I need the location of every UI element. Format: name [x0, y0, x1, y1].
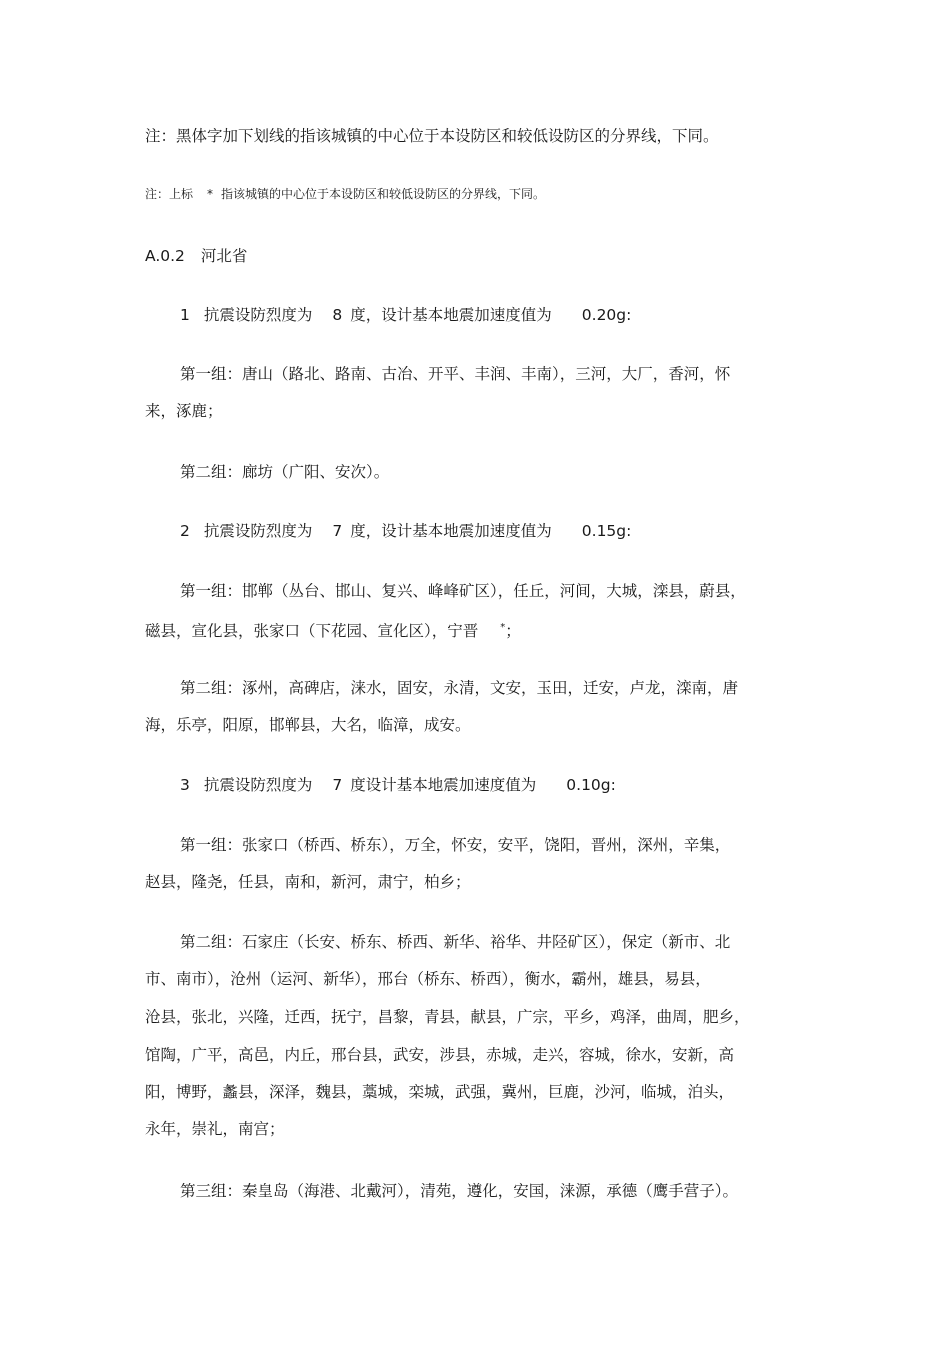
- item-label: 抗震设防烈度为: [203, 522, 313, 540]
- item3-group1-line1: 第一组：张家口（桥西、桥东），万全，怀安，安平，饶阳，晋州，深州，辛集，: [180, 836, 731, 854]
- note-rest: 指该城镇的中心位于本设防区和较低设防区的分界线，下同。: [221, 187, 546, 201]
- item2-group2-line1: 第二组：涿州，高碑店，涞水，固安，永清，文安，玉田，迁安，卢龙，滦南，唐: [180, 679, 739, 697]
- item3-group3-line1: 第三组：秦皇岛（海港、北戴河），清苑，遵化，安国，涞源，承德（鹰手营子）。: [180, 1182, 739, 1200]
- item3-heading: [180, 775, 616, 795]
- note-star-mark: *: [207, 187, 214, 201]
- section-heading: [145, 246, 247, 266]
- section-title: 河北省: [200, 247, 248, 265]
- item-label: 抗震设防烈度为: [203, 776, 313, 794]
- note-heavy-underline: 注：黑体字加下划线的指该城镇的中心位于本设防区和较低设防区的分界线，下同。: [145, 127, 719, 145]
- item3-group2-line1: 第二组：石家庄（长安、桥东、桥西、新华、裕华、井陉矿区），保定（新市、北: [180, 933, 731, 951]
- item3-group2-line5: 阳，博野，蠡县，深泽，魏县，藁城，栾城，武强，冀州，巨鹿，沙河，临城，泊头，: [145, 1083, 735, 1101]
- item-label: 抗震设防烈度为: [203, 306, 313, 324]
- item-accel: 0.10g:: [566, 776, 616, 794]
- item3-group2-line3: 沧县，张北，兴隆，迁西，抚宁，昌黎，青县，献县，广宗，平乡，鸡泽，曲周，肥乡，: [145, 1008, 750, 1026]
- item-degree: 7: [332, 522, 343, 540]
- item2-group2-line2: 海，乐亭，阳原，邯郸县，大名，临漳，成安。: [145, 716, 471, 734]
- item1-group1-line1: 第一组：唐山（路北、路南、古冶、开平、丰润、丰南），三河，大厂，香河，怀: [180, 365, 731, 383]
- item-accel: 0.20g:: [581, 306, 632, 324]
- item1-heading: [180, 305, 631, 325]
- item2-group1-line2: [145, 618, 521, 641]
- item-number: 2: [180, 522, 190, 540]
- item-degree: 8: [332, 306, 343, 324]
- item-mid: 度，设计基本地震加速度值为: [350, 306, 552, 324]
- item2-heading: [180, 521, 631, 541]
- text: 磁县，宣化县，张家口（下花园、宣化区），宁晋: [145, 622, 479, 641]
- item-number: 3: [180, 776, 190, 794]
- text: ；: [505, 622, 521, 641]
- note-superscript: [145, 186, 545, 202]
- item3-group2-line2: 市、南市），沧州（运河、新华），邢台（桥东、桥西），衡水，霸州，雄县，易县，: [145, 970, 711, 988]
- item2-group1-line1: 第一组：邯郸（丛台、邯山、复兴、峰峰矿区），任丘，河间，大城，滦县，蔚县，: [180, 582, 746, 600]
- item-mid: 度，设计基本地震加速度值为: [350, 522, 552, 540]
- item-mid: 度设计基本地震加速度值为: [350, 776, 537, 794]
- item-accel: 0.15g:: [581, 522, 632, 540]
- superscript-star: *: [500, 622, 506, 633]
- item3-group2-line6: 永年，崇礼，南宫；: [145, 1120, 285, 1138]
- item-number: 1: [180, 306, 190, 324]
- note-prefix: 注：上标: [145, 187, 194, 201]
- section-number: A.0.2: [145, 247, 185, 265]
- item1-group2-line1: 第二组：廊坊（广阳、安次）。: [180, 463, 390, 481]
- item3-group1-line2: 赵县，隆尧，任县，南和，新河，肃宁，柏乡；: [145, 873, 471, 891]
- item1-group1-line2: 来，涿鹿；: [145, 402, 223, 420]
- item-degree: 7: [332, 776, 343, 794]
- item3-group2-line4: 馆陶，广平，高邑，内丘，邢台县，武安，涉县，赤城，走兴，容城，徐水，安新，高: [145, 1046, 735, 1064]
